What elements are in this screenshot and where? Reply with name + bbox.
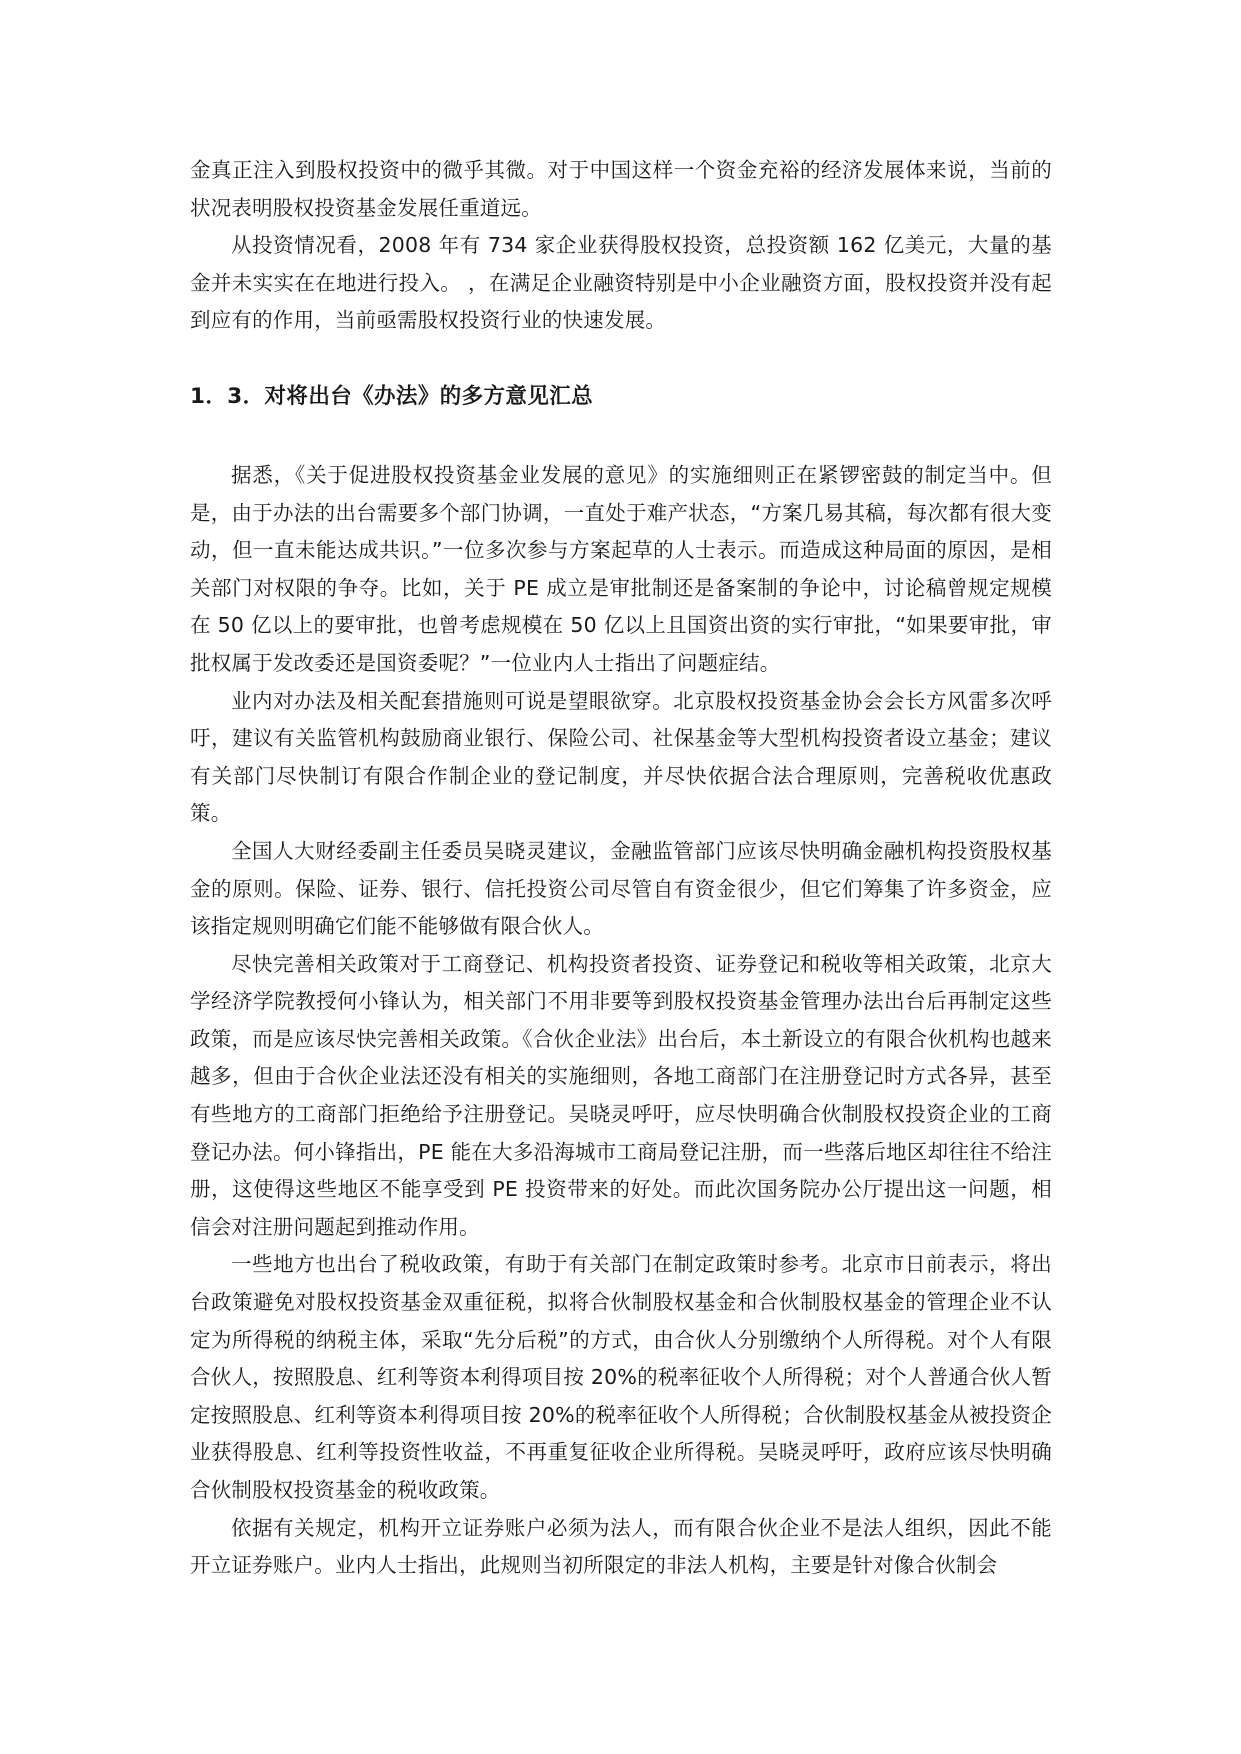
section-heading-1-3: 1．3．对将出台《办法》的多方意见汇总 xyxy=(190,383,594,409)
paragraph-investment-overview: 从投资情况看，2008 年有 734 家企业获得股权投资，总投资额 162 亿美元，大量的基金并未实实在在地进行投入。 ，在满足企业融资特别是中小企业融资方面，股权投资并没有起到应有的作用，当前亟需股权投资行业的快速发展。 xyxy=(190,233,1052,333)
paragraph-wu-xiaoling-suggestion: 全国人大财经委副主任委员吴晓灵建议，金融监管部门应该尽快明确金融机构投资股权基金的原则。保险、证券、银行、信托投资公司尽管自有资金很少，但它们筹集了许多资金，应该指定规则明确它们能不能够做有限合伙人。 xyxy=(190,838,1052,939)
paragraph-securities-account: 依据有关规定，机构开立证券账户必须为法人，而有限合伙企业不是法人组织，因此不能开立证券账户。业内人士指出，此规则当初所限定的非法人机构，主要是针对像合伙制会 xyxy=(190,1515,1052,1578)
paragraph-industry-expectations: 业内对办法及相关配套措施则可说是望眼欲穿。北京股权投资基金协会会长方风雷多次呼吁，建议有关监管机构鼓励商业银行、保险公司、社保基金等大型机构投资者设立基金；建议有关部门尽快制订有限合作制企业的登记制度，并尽快依据合法合理原则，完善税收优惠政策。 xyxy=(190,688,1052,826)
paragraph-continuation: 金真正注入到股权投资中的微乎其微。对于中国这样一个资金充裕的经济发展体来说，当前的状况表明股权投资基金发展任重道远。 xyxy=(190,158,1052,220)
paragraph-implementation-rules: 据悉，《关于促进股权投资基金业发展的意见》的实施细则正在紧锣密鼓的制定当中。但是，由于办法的出台需要多个部门协调，一直处于难产状态，“方案几易其稿，每次都有很大变动，但一直未能达成共识。”一位多次参与方案起草的人士表示。而造成这种局面的原因，是相关部门对权限的争夺。比如，关于 PE 成立是审批制还是备案制的争论中，讨论稿曾规定规模在 50 亿以上的要审批，也曾考虑规模在 50 亿以上且国资出资的实行审批，“如果要审批，审批权属于发改委还是国资委呢？”一位业内人士指出了问题症结。 xyxy=(190,462,1052,675)
paragraph-registration-policy: 尽快完善相关政策对于工商登记、机构投资者投资、证券登记和税收等相关政策，北京大学经济学院教授何小锋认为，相关部门不用非要等到股权投资基金管理办法出台后再制定这些政策，而是应该尽快完善相关政策。《合伙企业法》出台后，本土新设立的有限合伙机构也越来越多，但由于合伙企业法还没有相关的实施细则，各地工商部门在注册登记时方式各异，甚至有些地方的工商部门拒绝给予注册登记。吴晓灵呼吁，应尽快明确合伙制股权投资企业的工商登记办法。何小锋指出，PE 能在大多沿海城市工商局登记注册，而一些落后地区却往往不给注册，这使得这些地区不能享受到 PE 投资带来的好处。而此次国务院办公厅提出这一问题，相信会对注册问题起到推动作用。 xyxy=(190,951,1052,1239)
document-body xyxy=(190,152,1052,1585)
paragraph-tax-policy: 一些地方也出台了税收政策，有助于有关部门在制定政策时参考。北京市日前表示，将出台政策避免对股权投资基金双重征税，拟将合伙制股权基金和合伙制股权基金的管理企业不认定为所得税的纳税主体，采取“先分后税”的方式，由合伙人分别缴纳个人所得税。对个人有限合伙人，按照股息、红利等资本利得项目按 20%的税率征收个人所得税；对个人普通合伙人暂定按照股息、红利等资本利得项目按 20%的税率征收个人所得税；合伙制股权基金从被投资企业获得股息、红利等投资性收益，不再重复征收企业所得税。吴晓灵呼吁，政府应该尽快明确合伙制股权投资基金的税收政策。 xyxy=(190,1252,1052,1502)
